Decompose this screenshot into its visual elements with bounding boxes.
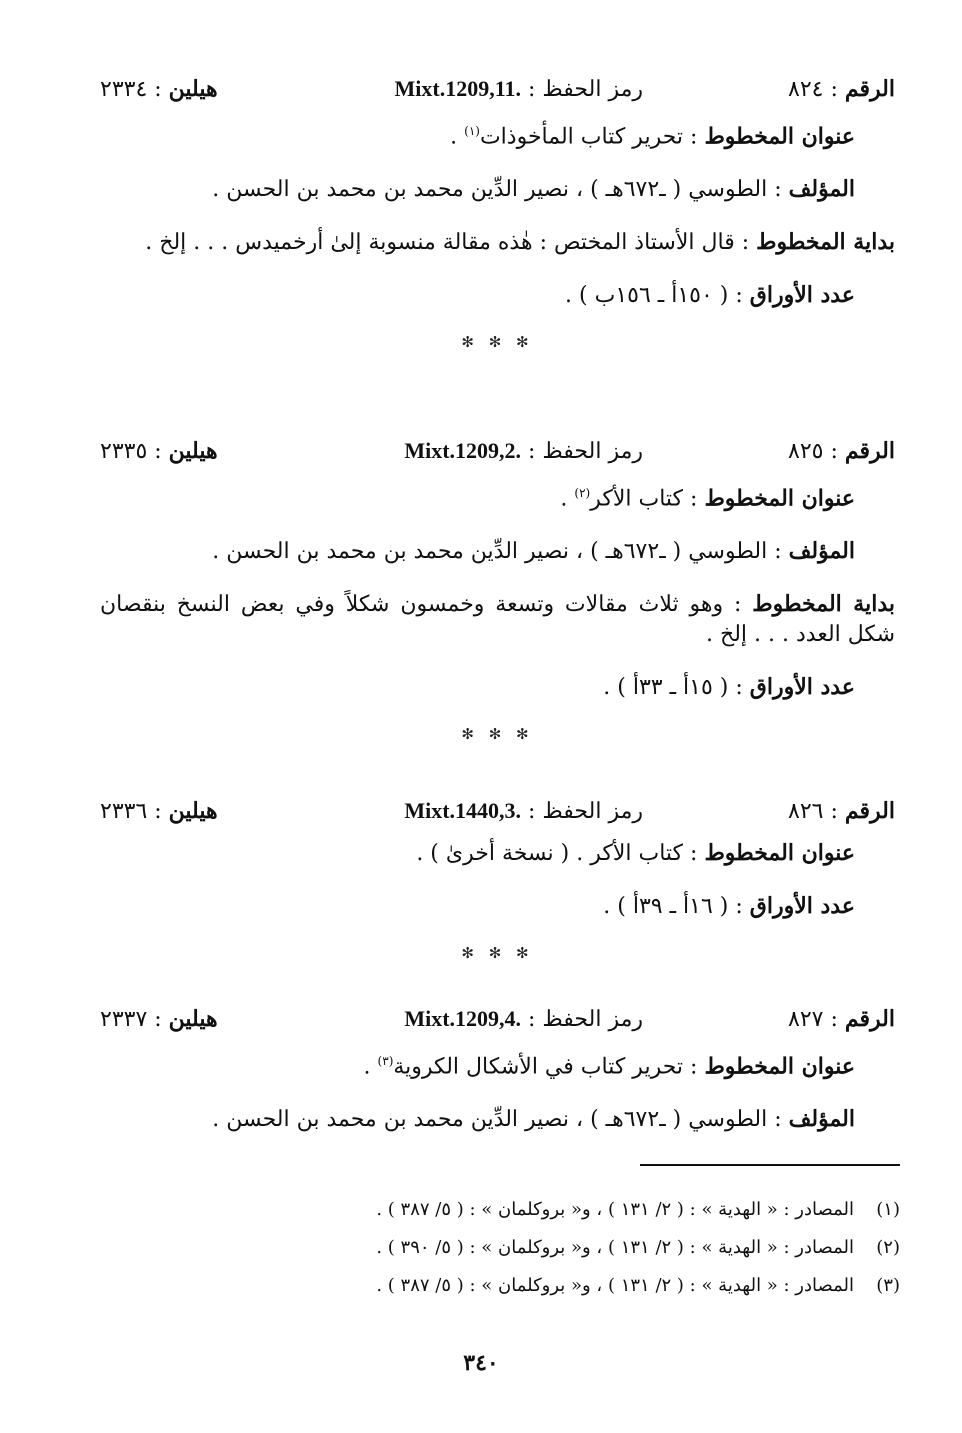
footnote-ref: (١) bbox=[464, 124, 480, 138]
manuscript-title: عنوان المخطوط : تحرير كتاب في الأشكال الكروية$^{(٣)}$ . bbox=[363, 1053, 855, 1080]
shelf-code: رمز الحفظ : Mixt.1209,4. bbox=[404, 1006, 643, 1032]
catalog-entry bbox=[100, 438, 895, 743]
footnote: (١)المصادر : « الهدية » : ( ٢/ ١٣١ ) ، و« بروكلمان » : ( ٥/ ٣٨٧ ) . bbox=[376, 1199, 900, 1220]
entry-header bbox=[100, 1006, 895, 1046]
catalog-entry bbox=[100, 76, 895, 351]
heln-number: هيلين : ٢٣٣٤ bbox=[100, 76, 218, 102]
entry-number: الرقم : ٨٢٤ bbox=[788, 76, 895, 102]
manuscript-author: المؤلف : الطوسي ( ـ٦٧٢هـ ) ، نصير الدِّين محمد بن محمد بن الحسن . bbox=[212, 176, 855, 203]
separator-stars: ✻ ✻ ✻ bbox=[461, 944, 534, 962]
footnote: (٣)المصادر : « الهدية » : ( ٢/ ١٣١ ) ، و« بروكلمان » : ( ٥/ ٣٨٧ ) . bbox=[376, 1275, 900, 1296]
entry-number: الرقم : ٨٢٥ bbox=[788, 438, 895, 464]
heln-number: هيلين : ٢٣٣٦ bbox=[100, 798, 218, 824]
entry-header bbox=[100, 438, 895, 478]
entry-header bbox=[100, 798, 895, 838]
manuscript-title: عنوان المخطوط : تحرير كتاب المأخوذات$^{(١)}$ . bbox=[450, 123, 855, 150]
entry-number: الرقم : ٨٢٦ bbox=[788, 798, 895, 824]
entry-header bbox=[100, 76, 895, 116]
footnote-divider bbox=[640, 1164, 900, 1166]
separator-stars: ✻ ✻ ✻ bbox=[461, 333, 534, 352]
page-number: ٣٤٠ bbox=[463, 1350, 499, 1376]
shelf-code: رمز الحفظ : Mixt.1440,3. bbox=[404, 798, 643, 824]
leaf-count: عدد الأوراق : ( ١٥أ ـ ٣٣أ ) . bbox=[603, 674, 855, 701]
shelf-code: رمز الحفظ : Mixt.1209,2. bbox=[404, 438, 643, 464]
footnote: (٢)المصادر : « الهدية » : ( ٢/ ١٣١ ) ، و« بروكلمان » : ( ٥/ ٣٩٠ ) . bbox=[376, 1237, 900, 1258]
separator-stars: ✻ ✻ ✻ bbox=[461, 725, 534, 744]
heln-number: هيلين : ٢٣٣٧ bbox=[100, 1006, 218, 1032]
manuscript-author: المؤلف : الطوسي ( ـ٦٧٢هـ ) ، نصير الدِّين محمد بن محمد بن الحسن . bbox=[212, 1106, 855, 1133]
catalog-entry bbox=[100, 798, 895, 962]
entry-number: الرقم : ٨٢٧ bbox=[788, 1006, 895, 1032]
footnote-ref: (٢) bbox=[574, 486, 591, 500]
manuscript-beginning: بداية المخطوط : وهو ثلاث مقالات وتسعة وخمسون شكلاً وفي بعض النسخ بنقصان شكل العدد . . . إلخ . bbox=[100, 591, 895, 648]
leaf-count: عدد الأوراق : ( ١٥٠أ ـ ١٥٦ب ) . bbox=[565, 282, 855, 309]
manuscript-title: عنوان المخطوط : كتاب الأكر$^{(٢)}$ . bbox=[560, 485, 855, 512]
heln-number: هيلين : ٢٣٣٥ bbox=[100, 438, 218, 464]
manuscript-beginning: بداية المخطوط : قال الأستاذ المختص : هٰذه مقالة منسوبة إلىٰ أرخميدس . . . إلخ . bbox=[145, 229, 895, 256]
shelf-code: رمز الحفظ : Mixt.1209,11. bbox=[394, 76, 643, 102]
footnote-ref: (٣) bbox=[377, 1054, 394, 1068]
leaf-count: عدد الأوراق : ( ١٦أ ـ ٣٩أ ) . bbox=[603, 893, 855, 919]
manuscript-title: عنوان المخطوط : كتاب الأكر . ( نسخة أخرىٰ ) . bbox=[416, 840, 855, 866]
catalog-entry bbox=[100, 1006, 895, 1157]
manuscript-author: المؤلف : الطوسي ( ـ٦٧٢هـ ) ، نصير الدِّين محمد بن محمد بن الحسن . bbox=[212, 538, 855, 565]
